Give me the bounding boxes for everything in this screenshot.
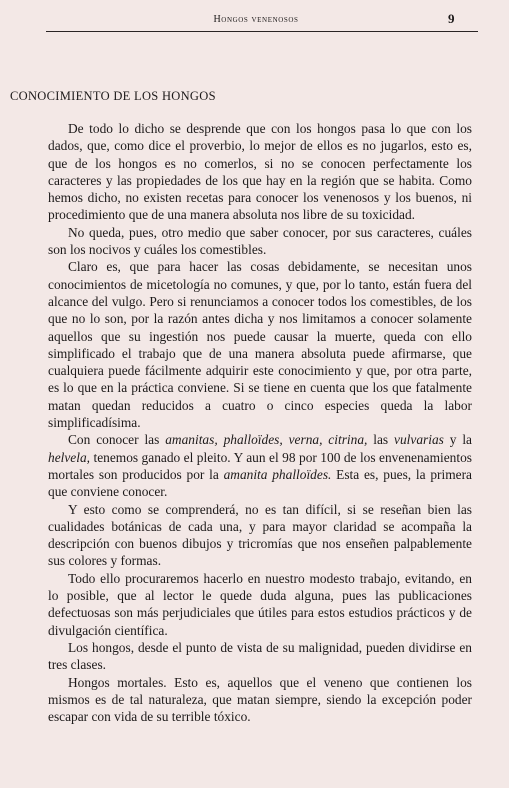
text-run: Y esto como se comprenderá, no es tan difícil, si se reseñan bien las cualidades botánicas de cada una, y para mayor claridad se acompaña la descripción con buenos dibujos y tricromías que nos enseñen palpablemente sus colores y formas. (48, 501, 472, 569)
text-run: Los hongos, desde el punto de vista de su malignidad, pueden dividirse en tres clases. (48, 639, 472, 673)
text-run: De todo lo dicho se desprende que con los hongos pasa lo que con los dados, que, como dice el proverbio, lo mejor de ellos es no jugarlos, esto es, que de los hongos es no comerlos, si no se conocen perfectamente los caracteres y las propiedades de los que hay en la región que se habita. Como hemos dicho, no existen recetas para conocer los venenosos y los buenos, ni procedimiento que de una manera absoluta nos libre de su toxicidad. (48, 121, 472, 223)
text-run: Todo ello procuraremos hacerlo en nuestro modesto trabajo, evitando, en lo posible, que al lector le quede duda alguna, pues las publicaciones defectuosas son más perjudiciales que útiles para estos estudios prácticos y de divulgación científica. (48, 570, 472, 638)
paragraph (48, 224, 472, 259)
italic-text: vulvarias (394, 432, 444, 448)
paragraph (48, 639, 472, 674)
italic-text: amanita phalloïdes. (223, 466, 332, 482)
text-run: No queda, pues, otro medio que saber conocer, por sus caracteres, cuáles son los nocivos y cuáles los comestibles. (48, 224, 472, 258)
text-run: Hongos mortales. Esto es, aquellos que el veneno que contienen los mismos es de tal naturaleza, que matan siempre, siendo la excepción poder escapar con vida de su terrible tóxico. (48, 674, 472, 725)
text-run: las (367, 432, 395, 448)
running-head: Hongos venenosos (213, 14, 299, 25)
paragraph (48, 570, 472, 639)
paragraph (48, 431, 472, 500)
body-text (48, 120, 472, 725)
text-run: tenemos ganado el pleito. Y aun el 98 por 100 de los envenenamientos mortales son producidos por la (48, 449, 472, 482)
page-number: 9 (448, 11, 455, 26)
italic-text: helvela, (48, 449, 91, 465)
text-run: y la (443, 432, 473, 448)
header-rule (46, 31, 478, 32)
text-run: Con conocer las (68, 432, 166, 448)
paragraph (48, 674, 472, 726)
italic-text: amanitas, phalloïdes, verna, citrina, (165, 432, 368, 448)
paragraph (48, 120, 472, 224)
section-title: CONOCIMIENTO DE LOS HONGOS (10, 89, 216, 103)
paragraph (48, 501, 472, 570)
paragraph (48, 258, 472, 431)
text-run: Esta es, pues, la primera que conviene conocer. (48, 466, 472, 500)
text-run: Claro es, que para hacer las cosas debidamente, se necesitan unos conocimientos de micetología no comunes, y que, por lo tanto, están fuera del alcance del vulgo. Pero si renunciamos a conocer todos los comestibles, de los que no lo son, por la razón antes dicha y nos limitamos a conocer solamente aquellos que su ingestión nos puede causar la muerte, queda con ello simplificado el trabajo que de una manera absoluta puede afirmarse, que cualquiera puede fácilmente adquirir este conocimiento y que, por otra parte, es lo que en la práctica conviene. Si se tiene en cuenta que los que fatalmente matan quedan reducidos a cuatro o cinco especies queda la labor simplificadísima. (48, 259, 472, 431)
